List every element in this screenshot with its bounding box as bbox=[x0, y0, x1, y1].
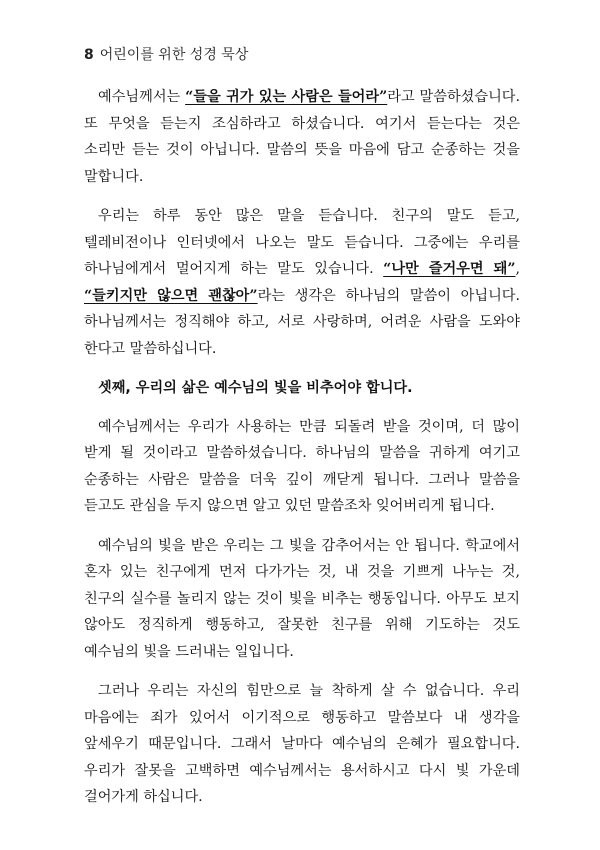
paragraph-5: 그러나 우리는 자신의 힘만으로 늘 착하게 살 수 없습니다. 우리 마음에는 죄가 있어서 이기적으로 행동하고 말씀보다 내 생각을 앞세우기 때문입니다. 그래서 날마다 예수님의 은혜가 필요합니다. 우리가 잘못을 고백하면 예수님께서는 용서하시고 다시 빛 가운데 걸어가게 하십니다. bbox=[84, 683, 520, 805]
paragraph-4: 예수님의 빛을 받은 우리는 그 빛을 감추어서는 안 됩니다. 학교에서 혼자 있는 친구에게 먼저 다가가는 것, 내 것을 기쁘게 나누는 것, 친구의 실수를 놀리지 않는 것이 빛을 비추는 행동입니다. 아무도 보지 않아도 정직하게 행동하고, 잘못한 친구를 위해 기도하는 것도 예수님의 빛을 드러내는 일입니다. bbox=[84, 537, 520, 660]
paragraph-1 bbox=[84, 84, 520, 190]
paragraph-2 bbox=[84, 203, 520, 362]
section-heading: 셋째, 우리의 삶은 예수님의 빛을 비추어야 합니다. bbox=[98, 380, 413, 396]
scripture-quote: “들을 귀가 있는 사람은 들어라” bbox=[185, 89, 388, 105]
page-number: 8 bbox=[84, 47, 94, 63]
quote-selfish: “나만 즐거우면 돼” bbox=[383, 261, 516, 277]
body-text bbox=[84, 84, 520, 824]
paragraph-2-intro: 우리는 하루 동안 많은 말을 듣습니다. 친구의 말도 듣고, 텔레비전이나 인터넷에서 나오는 말도 듣습니다. 그중에는 우리를 하나님에게서 멀어지게 하는 말도 있습니다. bbox=[84, 208, 520, 277]
paragraph-3: 예수님께서는 우리가 사용하는 만큼 되돌려 받을 것이며, 더 많이 받게 될 것이라고 말씀하셨습니다. 하나님의 말씀을 귀하게 여기고 순종하는 사람은 말씀을 더욱 깊이 깨닫게 됩니다. 그러나 말씀을 듣고도 관심을 두지 않으면 알고 있던 말씀조차 잊어버리게 됩니다. bbox=[84, 418, 520, 514]
paragraph-2-rest: 라는 생각은 하나님의 말씀이 아닙니다. 하나님께서는 정직해야 하고, 서로 사랑하며, 어려운 사람을 도와야 한다고 말씀하십니다. bbox=[84, 287, 520, 357]
paragraph-1-rest: 라고 말씀하셨습니다. 또 무엇을 듣는지 조심하라고 하셨습니다. 여기서 듣는다는 것은 소리만 듣는 것이 아닙니다. 말씀의 뜻을 마음에 담고 순종하는 것을 말합니다. bbox=[84, 89, 520, 185]
paragraph-1-intro: 예수님께서는 bbox=[98, 89, 186, 105]
book-title: 어린이를 위한 성경 묵상 bbox=[99, 47, 249, 63]
page-header bbox=[84, 44, 248, 64]
quote-hidden: “들키지만 않으면 괜찮아” bbox=[84, 287, 258, 304]
quote-separator: , bbox=[515, 261, 520, 277]
